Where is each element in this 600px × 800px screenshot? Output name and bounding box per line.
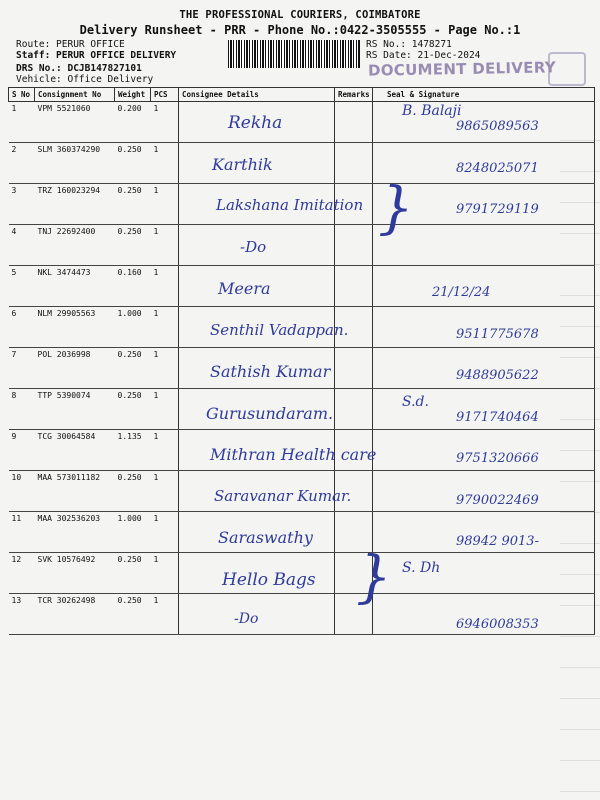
cell-weight: 0.160 (115, 266, 151, 307)
col-pcs: PCS (151, 88, 179, 102)
phone-handwriting: 9865089563 (456, 119, 539, 134)
cell-pcs: 1 (151, 430, 179, 471)
cell-cons: TCG 30064584 (35, 430, 115, 471)
remarks-cell (335, 102, 373, 143)
cell-weight: 0.250 (115, 225, 151, 266)
cell-sno: 13 (9, 594, 35, 635)
cell-sno: 3 (9, 184, 35, 225)
barcode (228, 40, 360, 68)
rs-date: RS Date: 21-Dec-2024 (366, 50, 481, 61)
cell-pcs: 1 (151, 307, 179, 348)
brace-mark-icon: } (356, 545, 392, 610)
consignee-handwriting: Lakshana Imitation (216, 196, 364, 214)
cell-cons: MAA 302536203 (35, 512, 115, 553)
phone-handwriting: 6946008353 (456, 617, 539, 632)
table-row (9, 225, 595, 266)
cell-sno: 10 (9, 471, 35, 512)
consignee-handwriting: Meera (218, 279, 271, 298)
phone-handwriting: 8248025071 (456, 160, 539, 176)
staff: Staff: PERUR OFFICE DELIVERY (16, 50, 177, 61)
cell-cons: TNJ 22692400 (35, 225, 115, 266)
brace-mark-icon: } (378, 176, 414, 241)
cell-sno: 5 (9, 266, 35, 307)
cell-cons: SVK 10576492 (35, 553, 115, 594)
cell-weight: 0.250 (115, 184, 151, 225)
signature-handwriting: S. Dh (402, 559, 441, 576)
cell-cons: NLM 29905563 (35, 307, 115, 348)
cell-pcs: 1 (151, 471, 179, 512)
table-row (9, 266, 595, 307)
cell-pcs: 1 (151, 143, 179, 184)
cell-weight: 0.200 (115, 102, 151, 143)
route: Route: PERUR OFFICE (16, 39, 125, 50)
cell-cons: TTP 5390074 (35, 389, 115, 430)
runsheet-title: Delivery Runsheet - PRR - Phone No.:0422-3505555 - Page No.:1 (79, 23, 521, 37)
cell-sno: 7 (9, 348, 35, 389)
cell-weight: 0.250 (115, 594, 151, 635)
cell-cons: TCR 30262498 (35, 594, 115, 635)
rs-number: RS No.: 1478271 (366, 39, 452, 50)
cell-sno: 4 (9, 225, 35, 266)
col-remarks: Remarks (335, 88, 373, 102)
phone-handwriting: 9171740464 (456, 409, 539, 425)
cell-sno: 6 (9, 307, 35, 348)
remarks-cell (335, 225, 373, 266)
cell-pcs: 1 (151, 348, 179, 389)
consignee-handwriting: Sathish Kumar (210, 362, 331, 381)
cell-pcs: 1 (151, 102, 179, 143)
col-signature: Seal & Signature (373, 88, 595, 102)
consignee-handwriting: Saraswathy (218, 528, 313, 547)
cell-sno: 1 (9, 102, 35, 143)
cell-cons: VPM 5521060 (35, 102, 115, 143)
cell-weight: 0.250 (115, 471, 151, 512)
cell-weight: 0.250 (115, 389, 151, 430)
document-delivery-stamp: DOCUMENT DELIVERY (367, 58, 557, 80)
remarks-cell (335, 389, 373, 430)
consignee-handwriting: -Do (240, 237, 267, 256)
consignee-handwriting: Rekha (228, 113, 283, 133)
company-name: THE PROFESSIONAL COURIERS, COIMBATORE (179, 9, 421, 21)
phone-handwriting: 98942 9013- (456, 534, 539, 549)
col-consignment: Consignment No (35, 88, 115, 102)
cell-pcs: 1 (151, 389, 179, 430)
vehicle: Vehicle: Office Delivery (16, 74, 154, 85)
col-sno: S No (9, 88, 35, 102)
cell-sno: 2 (9, 143, 35, 184)
col-weight: Weight (115, 88, 151, 102)
cell-weight: 0.250 (115, 553, 151, 594)
cell-sno: 11 (9, 512, 35, 553)
phone-handwriting: 21/12/24 (432, 285, 491, 300)
drs-number: DRS No.: DCJB147827101 (16, 63, 142, 74)
cell-cons: TRZ 160023294 (35, 184, 115, 225)
cell-pcs: 1 (151, 266, 179, 307)
remarks-cell (335, 266, 373, 307)
col-consignee: Consignee Details (179, 88, 335, 102)
phone-handwriting: 9488905622 (456, 368, 539, 383)
cell-pcs: 1 (151, 184, 179, 225)
table-header-row (9, 88, 595, 102)
remarks-cell (335, 143, 373, 184)
consignee-handwriting: Saravanar Kumar. (214, 486, 352, 505)
consignee-handwriting: Gurusundaram. (206, 403, 334, 423)
cell-pcs: 1 (151, 594, 179, 635)
cell-sno: 9 (9, 430, 35, 471)
phone-handwriting: 9751320666 (456, 451, 539, 466)
cell-weight: 0.250 (115, 143, 151, 184)
phone-handwriting: 9511775678 (456, 326, 539, 342)
cell-sno: 8 (9, 389, 35, 430)
cell-cons: SLM 360374290 (35, 143, 115, 184)
consignee-handwriting: Karthik (212, 154, 273, 174)
phone-handwriting: 9791729119 (456, 202, 539, 217)
cell-pcs: 1 (151, 553, 179, 594)
remarks-cell (335, 348, 373, 389)
cell-pcs: 1 (151, 512, 179, 553)
signature-handwriting: B. Balaji (402, 103, 462, 119)
cell-weight: 1.000 (115, 512, 151, 553)
consignee-handwriting: -Do (234, 611, 259, 627)
signature-handwriting: S.d. (402, 393, 429, 410)
cell-sno: 12 (9, 553, 35, 594)
cell-cons: NKL 3474473 (35, 266, 115, 307)
cell-cons: MAA 573011182 (35, 471, 115, 512)
cell-weight: 1.000 (115, 307, 151, 348)
consignee-handwriting: Mithran Health care (210, 445, 377, 464)
cell-cons: POL 2036998 (35, 348, 115, 389)
cell-pcs: 1 (151, 225, 179, 266)
phone-handwriting: 9790022469 (456, 492, 539, 508)
consignee-handwriting: Senthil Vadappan. (210, 320, 349, 339)
stamp-logo-icon (548, 52, 586, 86)
consignee-handwriting: Hello Bags (222, 569, 316, 590)
cell-weight: 1.135 (115, 430, 151, 471)
cell-weight: 0.250 (115, 348, 151, 389)
